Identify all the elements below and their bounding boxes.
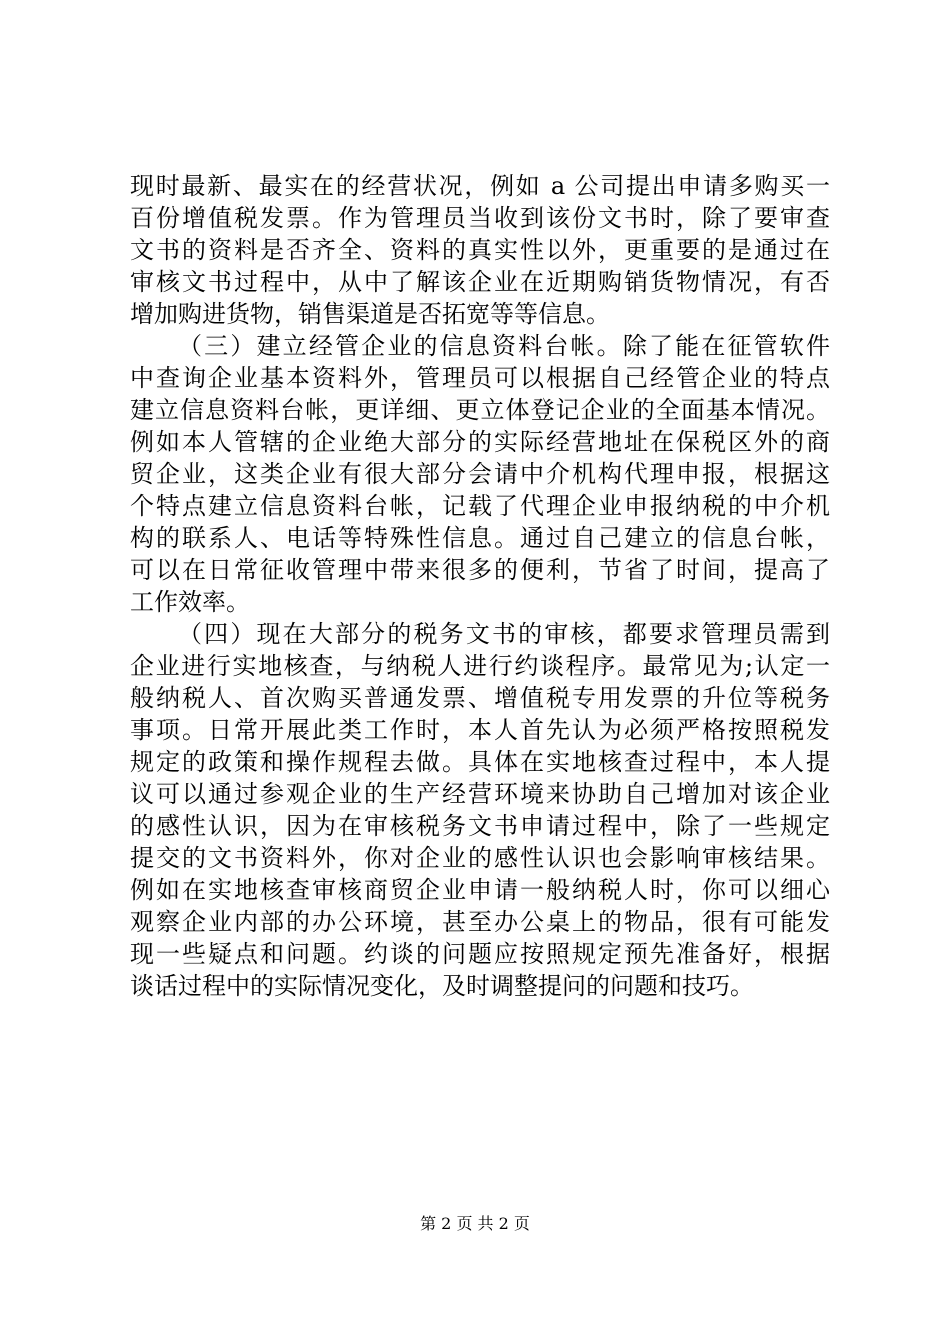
- text-line: 构的联系人、电话等特殊性信息。通过自己建立的信息台帐，: [130, 524, 830, 552]
- text-line: 建立信息资料台帐，更详细、更立体登记企业的全面基本情况。: [130, 396, 830, 424]
- text-line: 现时最新、最实在的经营状况，例如 a 公司提出申请多购买一: [130, 172, 830, 200]
- paragraph-heading-line: （三）建立经管企业的信息资料台帐。除了能在征管软件: [178, 332, 830, 360]
- page-number-footer: 第 2 页 共 2 页: [420, 1214, 530, 1233]
- text-line: 百份增值税发票。作为管理员当收到该份文书时，除了要审查: [130, 204, 830, 232]
- text-line: 议可以通过参观企业的生产经营环境来协助自己增加对该企业: [130, 780, 830, 808]
- text-line: 例如本人管辖的企业绝大部分的实际经营地址在保税区外的商: [130, 428, 830, 456]
- text-line: 提交的文书资料外，你对企业的感性认识也会影响审核结果。: [130, 844, 830, 872]
- text-line: 可以在日常征收管理中带来很多的便利，节省了时间，提高了: [130, 556, 830, 584]
- text-line: 中查询企业基本资料外，管理员可以根据自己经管企业的特点: [130, 364, 830, 392]
- text-line: 企业进行实地核查，与纳税人进行约谈程序。最常见为;认定一: [130, 652, 830, 680]
- text-line: 文书的资料是否齐全、资料的真实性以外，更重要的是通过在: [130, 236, 830, 264]
- text-line: 规定的政策和操作规程去做。具体在实地核查过程中，本人提: [130, 748, 830, 776]
- paragraph-heading-line: （四）现在大部分的税务文书的审核，都要求管理员需到: [178, 620, 830, 648]
- text-line: 例如在实地核查审核商贸企业申请一般纳税人时，你可以细心: [130, 876, 830, 904]
- text-line: 般纳税人、首次购买普通发票、增值税专用发票的升位等税务: [130, 684, 830, 712]
- text-line: 工作效率。: [130, 588, 250, 616]
- text-line: 贸企业，这类企业有很大部分会请中介机构代理申报，根据这: [130, 460, 830, 488]
- text-line: 个特点建立信息资料台帐，记载了代理企业申报纳税的中介机: [130, 492, 830, 520]
- text-line: 观察企业内部的办公环境，甚至办公桌上的物品，很有可能发: [130, 908, 830, 936]
- text-line: 审核文书过程中，从中了解该企业在近期购销货物情况，有否: [130, 268, 830, 296]
- text-line: 事项。日常开展此类工作时，本人首先认为必须严格按照税发: [130, 716, 830, 744]
- text-line: 谈话过程中的实际情况变化，及时调整提问的问题和技巧。: [130, 972, 754, 1000]
- text-line: 的感性认识，因为在审核税务文书申请过程中，除了一些规定: [130, 812, 830, 840]
- document-body: [130, 170, 830, 1002]
- text-line: 增加购进货物，销售渠道是否拓宽等等信息。: [130, 300, 610, 328]
- text-line: 现一些疑点和问题。约谈的问题应按照规定预先准备好，根据: [130, 940, 830, 968]
